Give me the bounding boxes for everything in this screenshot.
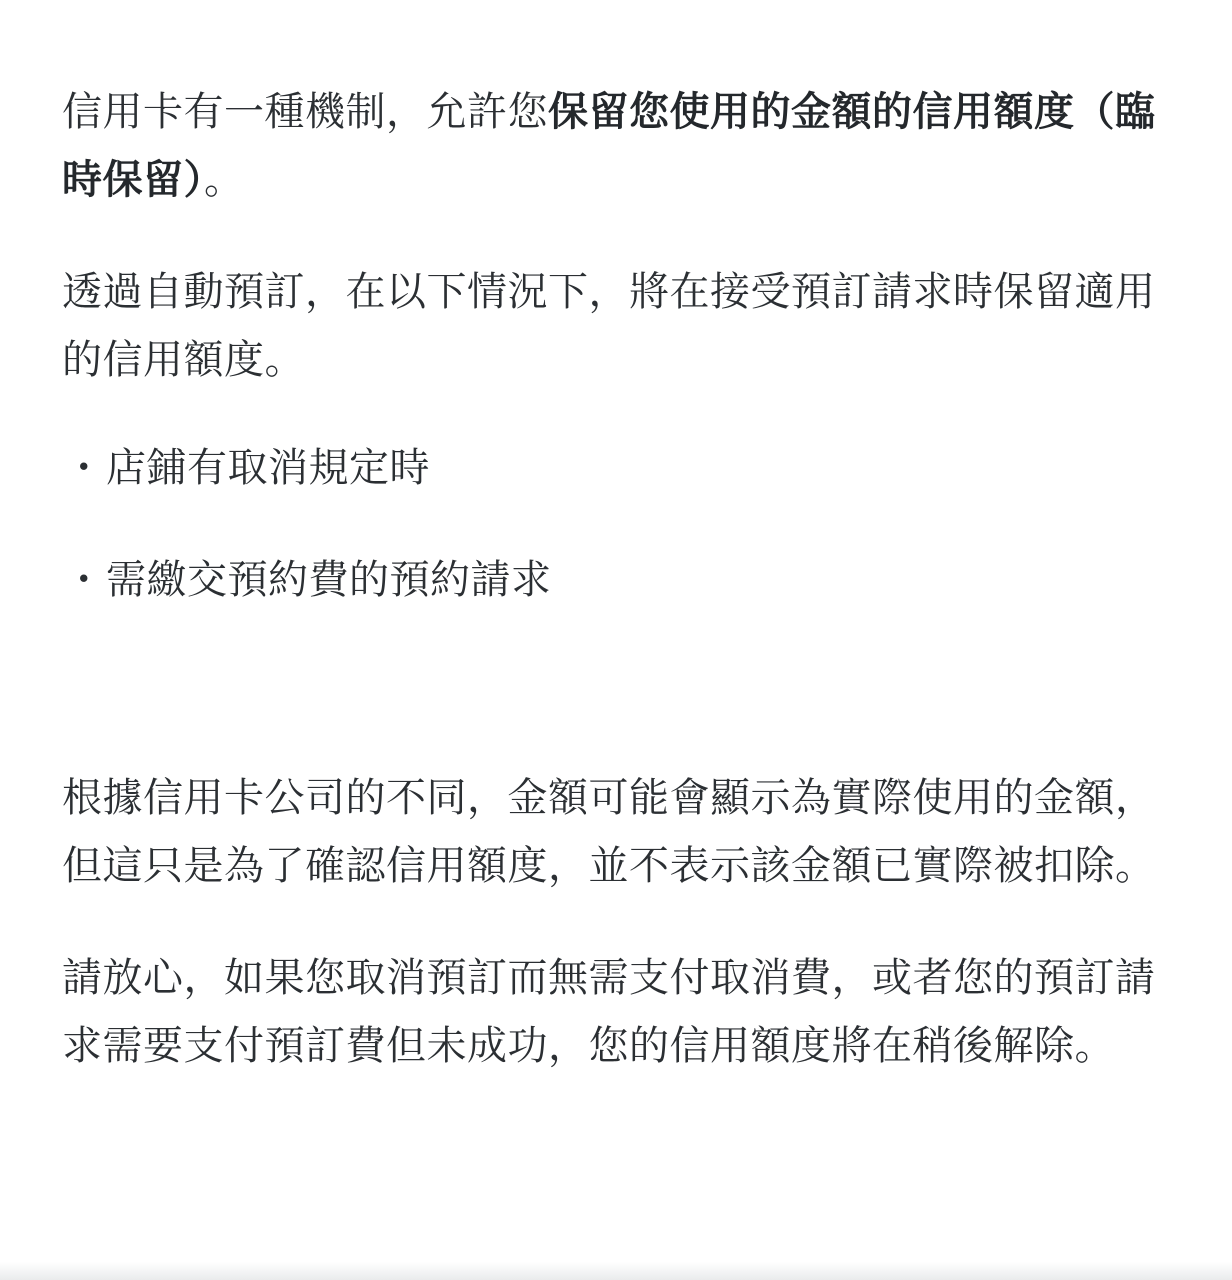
- release-paragraph: 請放心，如果您取消預訂而無需支付取消費，或者您的預訂請求需要支付預訂費但未成功，您的信用額度將在稍後解除。: [62, 955, 1156, 1069]
- bullet-marker: ・: [63, 557, 105, 603]
- list-item-text: 店鋪有取消規定時: [106, 445, 430, 491]
- list-item: [62, 546, 1162, 614]
- article-content: [62, 78, 1162, 1080]
- list-item-text: 需繳交預約費的預約請求: [106, 557, 552, 603]
- intro-text: 信用卡有一種機制，允許您: [62, 89, 548, 135]
- intro-period: 。: [204, 157, 245, 203]
- bullet-marker: ・: [63, 445, 105, 491]
- bottom-edge-shadow: [0, 1262, 1232, 1280]
- card-company-paragraph: 根據信用卡公司的不同，金額可能會顯示為實際使用的金額，但這只是為了確認信用額度，並不表示該金額已實際被扣除。: [62, 775, 1156, 889]
- intro-paragraph: [62, 78, 1162, 214]
- intro-bold-text: 保留您使用的金額的信用額度（臨時保留）: [62, 89, 1156, 203]
- auto-booking-paragraph: 透過自動預訂，在以下情況下，將在接受預訂請求時保留適用的信用額度。: [62, 269, 1156, 383]
- list-item: [62, 434, 1162, 502]
